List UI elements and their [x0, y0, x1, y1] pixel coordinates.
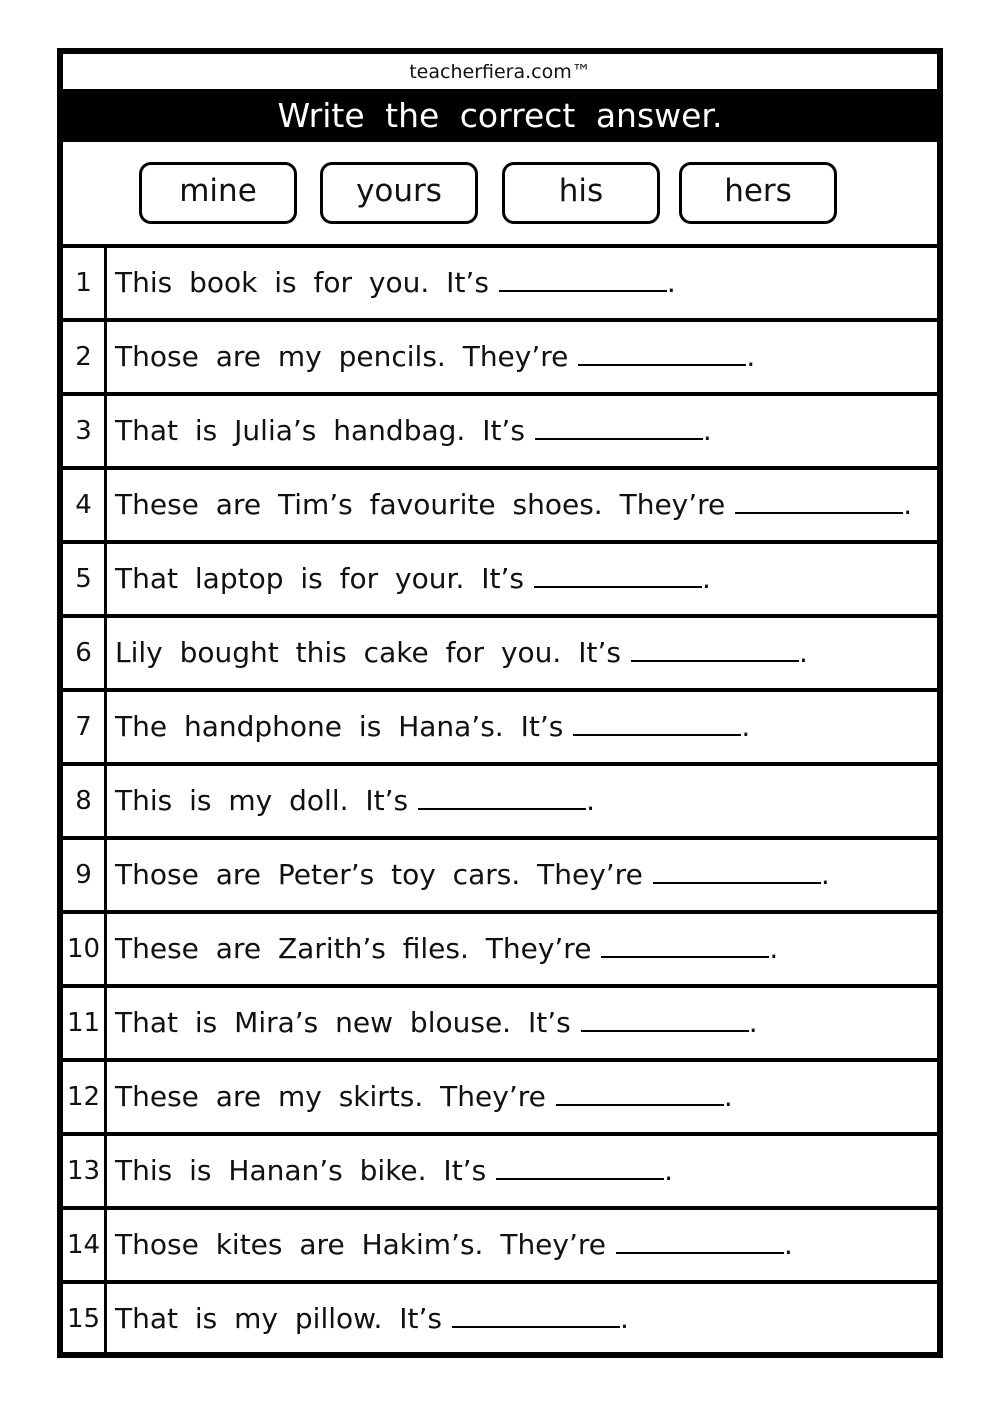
question-sentence [115, 840, 830, 910]
word-bank-item: his [502, 162, 660, 224]
question-number: 3 [63, 396, 107, 466]
answer-blank[interactable] [418, 782, 586, 810]
answer-blank[interactable] [452, 1300, 620, 1328]
question-text: This is my doll. It’s [115, 784, 409, 817]
question-row [63, 322, 937, 396]
worksheet [57, 48, 943, 1358]
question-row [63, 248, 937, 322]
question-text: These are my skirts. They’re [115, 1080, 546, 1113]
answer-blank[interactable] [578, 338, 746, 366]
question-number: 15 [63, 1284, 107, 1354]
question-row [63, 1284, 937, 1358]
question-number: 6 [63, 618, 107, 688]
sentence-end: . [903, 488, 913, 521]
question-number: 1 [63, 248, 107, 318]
answer-blank[interactable] [496, 1152, 664, 1180]
question-sentence [115, 544, 711, 614]
site-credit: teacherfiera.com™ [63, 54, 937, 92]
question-text: That is my pillow. It’s [115, 1302, 442, 1335]
word-bank-item: yours [320, 162, 478, 224]
sentence-end: . [666, 266, 676, 299]
sentence-end: . [664, 1154, 674, 1187]
word-bank [63, 142, 937, 248]
question-number: 4 [63, 470, 107, 540]
question-text: These are Tim’s favourite shoes. They’re [115, 488, 726, 521]
question-sentence [115, 1284, 629, 1354]
answer-blank[interactable] [556, 1078, 724, 1106]
answer-blank[interactable] [499, 264, 667, 292]
answer-blank[interactable] [735, 486, 903, 514]
question-text: That is Mira’s new blouse. It’s [115, 1006, 571, 1039]
question-number: 9 [63, 840, 107, 910]
question-number: 12 [63, 1062, 107, 1132]
question-number: 7 [63, 692, 107, 762]
sentence-end: . [741, 710, 751, 743]
question-text: Those are Peter’s toy cars. They’re [115, 858, 643, 891]
word-bank-item: mine [139, 162, 297, 224]
sentence-end: . [798, 636, 808, 669]
question-number: 13 [63, 1136, 107, 1206]
question-sentence [115, 1062, 733, 1132]
question-text: This book is for you. It’s [115, 266, 489, 299]
question-sentence [115, 988, 758, 1058]
question-list [63, 248, 937, 1358]
question-text: This is Hanan’s bike. It’s [115, 1154, 487, 1187]
sentence-end: . [820, 858, 830, 891]
question-number: 5 [63, 544, 107, 614]
question-sentence [115, 322, 755, 392]
sentence-end: . [586, 784, 596, 817]
question-number: 10 [63, 914, 107, 984]
sentence-end: . [620, 1302, 629, 1335]
question-sentence [115, 692, 750, 762]
word-bank-item: hers [679, 162, 837, 224]
question-text: Lily bought this cake for you. It’s [115, 636, 621, 669]
sentence-end: . [769, 932, 779, 965]
answer-blank[interactable] [616, 1226, 784, 1254]
question-text: The handphone is Hana’s. It’s [115, 710, 564, 743]
sentence-end: . [701, 562, 711, 595]
question-text: Those kites are Hakim’s. They’re [115, 1228, 607, 1261]
question-row [63, 914, 937, 988]
question-number: 14 [63, 1210, 107, 1280]
question-sentence [115, 470, 912, 540]
question-text: Those are my pencils. They’re [115, 340, 569, 373]
question-row [63, 544, 937, 618]
question-row [63, 1210, 937, 1284]
question-row [63, 396, 937, 470]
sentence-end: . [748, 1006, 758, 1039]
question-row [63, 840, 937, 914]
question-row [63, 766, 937, 840]
sentence-end: . [784, 1228, 793, 1261]
answer-blank[interactable] [535, 412, 703, 440]
answer-blank[interactable] [581, 1004, 749, 1032]
question-sentence [115, 396, 712, 466]
question-row [63, 1062, 937, 1136]
answer-blank[interactable] [631, 634, 799, 662]
question-number: 11 [63, 988, 107, 1058]
question-text: That is Julia’s handbag. It’s [115, 414, 525, 447]
question-text: That laptop is for your. It’s [115, 562, 524, 595]
question-sentence [115, 248, 676, 318]
sentence-end: . [723, 1080, 733, 1113]
answer-blank[interactable] [601, 930, 769, 958]
answer-blank[interactable] [653, 856, 821, 884]
answer-blank[interactable] [573, 708, 741, 736]
question-row [63, 470, 937, 544]
question-row [63, 1136, 937, 1210]
question-sentence [115, 1136, 673, 1206]
sentence-end: . [746, 340, 756, 373]
question-sentence [115, 766, 595, 836]
question-row [63, 618, 937, 692]
question-sentence [115, 1210, 793, 1280]
question-row [63, 692, 937, 766]
worksheet-title: Write the correct answer. [63, 92, 937, 142]
question-sentence [115, 618, 808, 688]
answer-blank[interactable] [534, 560, 702, 588]
question-text: These are Zarith’s files. They’re [115, 932, 592, 965]
question-number: 8 [63, 766, 107, 836]
question-sentence [115, 914, 778, 984]
question-row [63, 988, 937, 1062]
sentence-end: . [702, 414, 712, 447]
question-number: 2 [63, 322, 107, 392]
